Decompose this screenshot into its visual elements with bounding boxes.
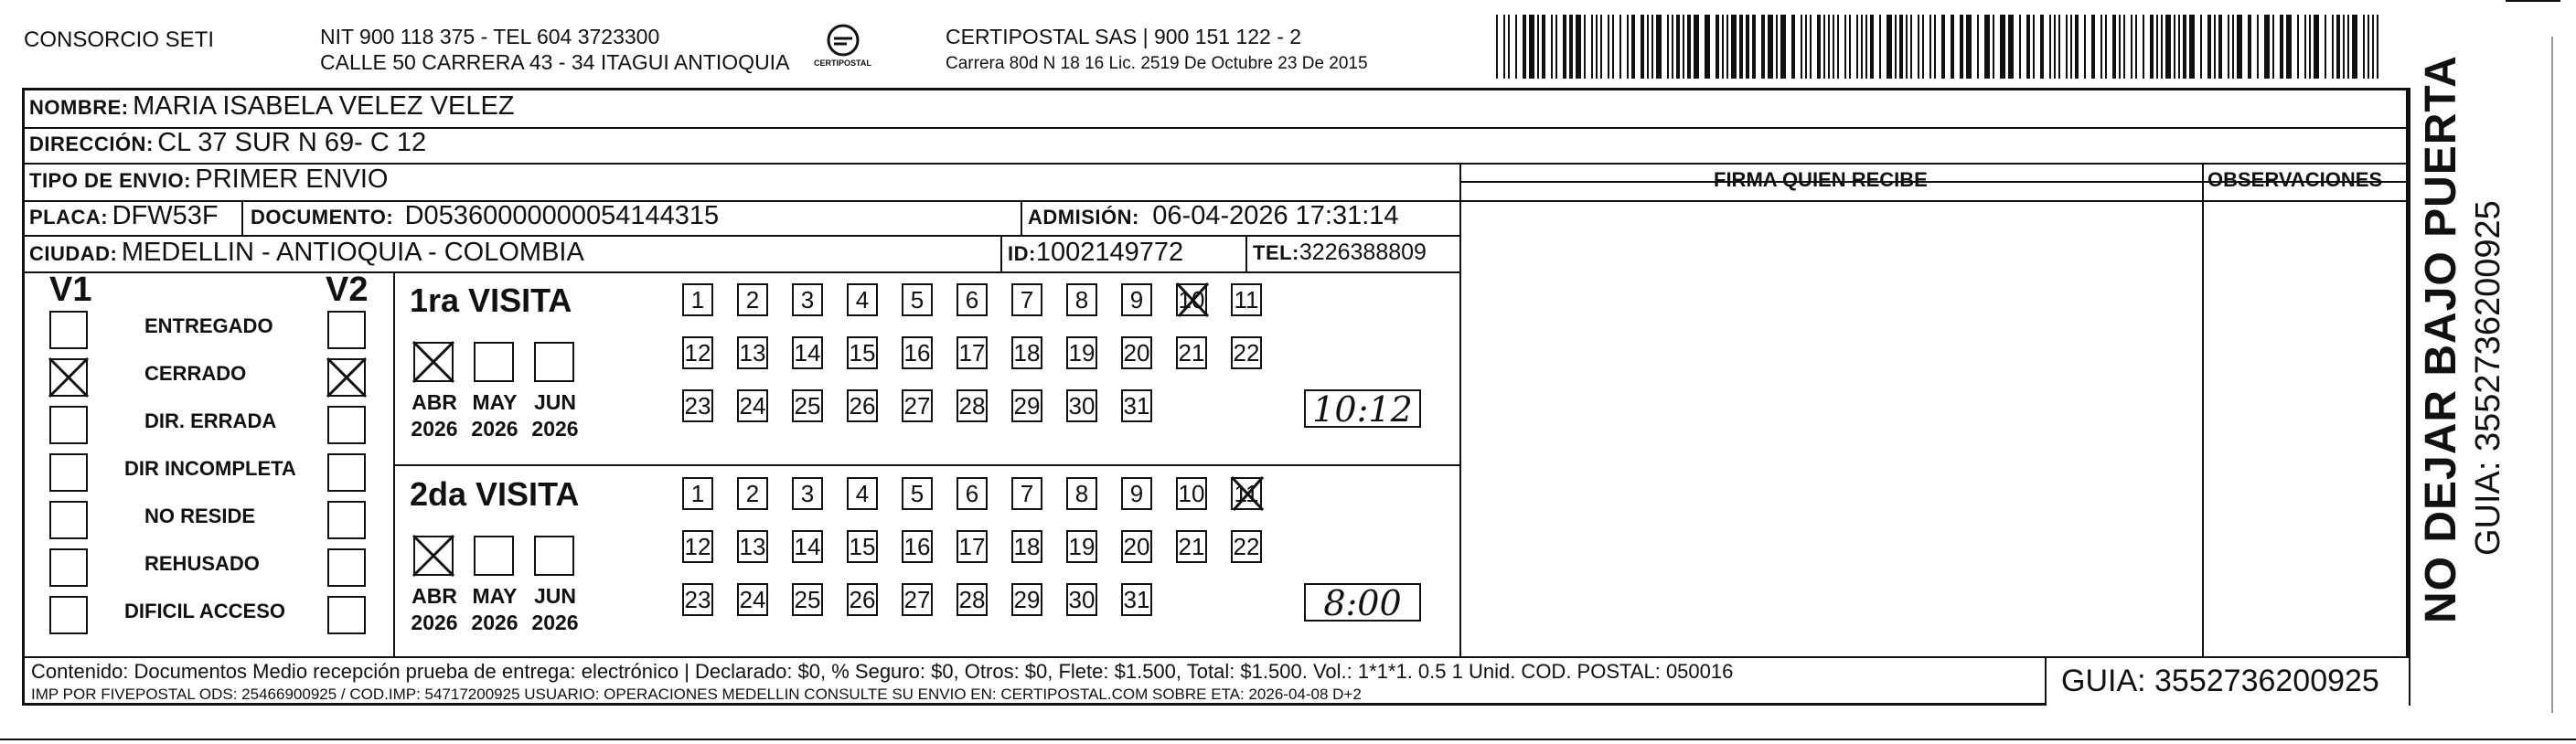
month-label: ABR 2026 bbox=[411, 584, 458, 634]
day-box[interactable]: 12 bbox=[682, 336, 713, 369]
admision-value: 06-04-2026 17:31:14 bbox=[1152, 201, 1399, 230]
barcode-bar bbox=[1776, 15, 1778, 79]
month-label: JUN 2026 bbox=[531, 390, 579, 441]
month-label: ABR 2026 bbox=[411, 390, 458, 441]
barcode-bar bbox=[2286, 15, 2292, 79]
day-box[interactable]: 13 bbox=[737, 336, 768, 369]
col-line bbox=[241, 200, 243, 235]
status-option-label: REHUSADO bbox=[144, 552, 260, 575]
day-box[interactable]: 12 bbox=[682, 530, 713, 563]
day-box[interactable]: 24 bbox=[737, 389, 768, 422]
day-box[interactable]: 21 bbox=[1176, 336, 1207, 369]
v2-checkbox[interactable] bbox=[327, 596, 366, 634]
status-option-label: DIFICIL ACCESO bbox=[124, 600, 286, 622]
day-box[interactable]: 2 bbox=[737, 477, 768, 510]
barcode-bar bbox=[1951, 15, 1954, 79]
v1-checkbox[interactable] bbox=[49, 358, 88, 397]
admision-cell bbox=[1028, 201, 1399, 231]
tel-cell bbox=[1253, 239, 1427, 266]
company-name: CONSORCIO SETI bbox=[24, 27, 215, 52]
nit-line: NIT 900 118 375 - TEL 604 3723300 bbox=[320, 25, 660, 48]
side-divider bbox=[2409, 88, 2410, 706]
barcode-bar bbox=[1515, 15, 1517, 79]
day-box[interactable]: 26 bbox=[847, 389, 878, 422]
day-box[interactable]: 28 bbox=[957, 583, 988, 616]
barcode-bar bbox=[1496, 15, 1498, 79]
barcode-bar bbox=[1631, 15, 1635, 79]
barcode-bar bbox=[1993, 15, 1994, 79]
barcode-bar bbox=[2280, 15, 2283, 79]
day-box[interactable]: 4 bbox=[847, 283, 878, 316]
barcode-bar bbox=[1529, 15, 1534, 79]
nombre-row bbox=[29, 91, 515, 122]
barcode-bar bbox=[2000, 15, 2005, 79]
col-line bbox=[1000, 235, 1002, 271]
barcode-bar bbox=[2325, 15, 2326, 79]
admision-label: ADMISIÓN: bbox=[1028, 206, 1139, 229]
edge-line bbox=[2551, 37, 2553, 713]
day-box[interactable]: 29 bbox=[1011, 389, 1042, 422]
barcode-bar bbox=[2237, 15, 2242, 79]
ciudad-value: MEDELLIN - ANTIOQUIA - COLOMBIA bbox=[121, 238, 584, 267]
barcode-bar bbox=[2368, 15, 2369, 79]
day-box[interactable]: 7 bbox=[1011, 477, 1042, 510]
barcode-bar bbox=[1705, 15, 1710, 79]
barcode-bar bbox=[1879, 15, 1881, 79]
barcode-bar bbox=[2200, 15, 2202, 79]
day-box[interactable]: 30 bbox=[1066, 389, 1097, 422]
barcode-bar bbox=[2207, 15, 2211, 79]
footer-line2: IMP POR FIVEPOSTAL ODS: 25466900925 / COD.IMP: 54717200925 USUARIO: OPERACIONES MEDELLIN CONSULTE SU ENVIO EN: CERTIPOSTAL.COM SOBRE ETA: 2026-04-08 D+2 bbox=[31, 686, 1362, 703]
barcode-bar bbox=[1687, 15, 1691, 79]
status-option-label: DIR INCOMPLETA bbox=[124, 457, 296, 480]
barcode-bar bbox=[2100, 15, 2102, 79]
col-line bbox=[1245, 235, 1247, 271]
barcode-bar bbox=[1647, 15, 1649, 79]
status-option-label: CERRADO bbox=[144, 362, 247, 385]
barcode-bar bbox=[1895, 15, 1897, 79]
barcode-bar bbox=[1791, 15, 1795, 79]
tel-value: 3226388809 bbox=[1299, 239, 1427, 265]
barcode-bar bbox=[1641, 15, 1644, 79]
day-box[interactable]: 3 bbox=[792, 283, 823, 316]
barcode-bar bbox=[1612, 15, 1614, 79]
day-box[interactable]: 16 bbox=[902, 336, 933, 369]
col-line bbox=[1459, 163, 1461, 656]
documento-cell bbox=[251, 201, 719, 231]
barcode-bar bbox=[1934, 15, 1936, 79]
observaciones-label: OBSERVACIONES bbox=[2207, 168, 2383, 191]
barcode-bar bbox=[1810, 15, 1812, 79]
day-box[interactable]: 5 bbox=[902, 477, 933, 510]
barcode-bar bbox=[2363, 15, 2365, 79]
placa-cell bbox=[29, 201, 219, 231]
day-box[interactable]: 6 bbox=[957, 283, 988, 316]
barcode-bar bbox=[1828, 15, 1830, 79]
certipostal-line: CERTIPOSTAL SAS | 900 151 122 - 2 bbox=[946, 25, 1302, 48]
barcode-bar bbox=[2343, 15, 2345, 79]
barcode-bar bbox=[2183, 15, 2186, 79]
barcode-bar bbox=[1837, 15, 1839, 79]
day-box[interactable]: 2 bbox=[737, 283, 768, 316]
barcode-bar bbox=[1584, 15, 1586, 79]
documento-value: D05360000000054144315 bbox=[404, 201, 720, 230]
day-box[interactable]: 9 bbox=[1121, 477, 1152, 510]
barcode-bar bbox=[1910, 15, 1912, 79]
barcode-bar bbox=[1966, 15, 1972, 79]
v2-checkbox[interactable] bbox=[327, 453, 366, 492]
barcode-bar bbox=[2214, 15, 2216, 79]
day-box[interactable]: 19 bbox=[1066, 336, 1097, 369]
barcode-bar bbox=[1977, 15, 1979, 79]
barcode-bar bbox=[1683, 15, 1684, 79]
day-box[interactable]: 26 bbox=[847, 583, 878, 616]
barcode-bar bbox=[1726, 15, 1728, 79]
barcode-bar bbox=[2049, 15, 2051, 79]
day-box[interactable]: 3 bbox=[792, 477, 823, 510]
direccion-row bbox=[29, 128, 426, 158]
barcode-bar bbox=[2228, 15, 2229, 79]
handwritten-time: 10:12 bbox=[1304, 389, 1421, 428]
day-box[interactable]: 15 bbox=[847, 336, 878, 369]
barcode-bar bbox=[1716, 15, 1719, 79]
day-box[interactable]: 30 bbox=[1066, 583, 1097, 616]
v1-checkbox[interactable] bbox=[49, 501, 88, 539]
barcode-bar bbox=[2377, 15, 2378, 79]
day-box[interactable]: 22 bbox=[1231, 530, 1262, 563]
barcode-bar bbox=[2297, 15, 2299, 79]
visit-title: 2da VISITA bbox=[410, 475, 580, 513]
day-box[interactable]: 20 bbox=[1121, 336, 1152, 369]
day-box[interactable]: 18 bbox=[1011, 530, 1042, 563]
month-label: JUN 2026 bbox=[531, 584, 579, 634]
id-cell bbox=[1008, 238, 1183, 268]
day-box[interactable]: 31 bbox=[1121, 389, 1152, 422]
visit-divider bbox=[393, 464, 1459, 466]
day-box[interactable]: 14 bbox=[792, 530, 823, 563]
barcode-bar bbox=[1591, 15, 1593, 79]
barcode-bar bbox=[1619, 15, 1621, 79]
v2-checkbox[interactable] bbox=[327, 406, 366, 444]
barcode-bar bbox=[1503, 15, 1505, 79]
day-box[interactable]: 9 bbox=[1121, 283, 1152, 316]
day-box[interactable]: 15 bbox=[847, 530, 878, 563]
month-label: MAY 2026 bbox=[471, 390, 518, 441]
barcode-bar bbox=[2248, 15, 2251, 79]
handwritten-time: 8:00 bbox=[1304, 583, 1421, 622]
placa-label: PLACA: bbox=[29, 206, 109, 229]
barcode-bar bbox=[1780, 15, 1786, 79]
barcode-bar bbox=[2054, 15, 2056, 79]
barcode-bar bbox=[1627, 15, 1629, 79]
v1-checkbox[interactable] bbox=[49, 406, 88, 444]
day-box[interactable]: 14 bbox=[792, 336, 823, 369]
v1-label: V1 bbox=[49, 271, 92, 309]
barcode-bar bbox=[2332, 15, 2334, 79]
license-line: Carrera 80d N 18 16 Lic. 2519 De Octubre 23 De 2015 bbox=[946, 54, 1368, 73]
month-checkbox[interactable] bbox=[534, 342, 574, 382]
v2-checkbox[interactable] bbox=[327, 311, 366, 349]
status-option-label: NO RESIDE bbox=[144, 505, 256, 527]
month-label: MAY 2026 bbox=[471, 584, 518, 634]
barcode-bar bbox=[2174, 15, 2175, 79]
barcode-bar bbox=[1651, 15, 1653, 79]
barcode-bar bbox=[1833, 15, 1834, 79]
barcode-bar bbox=[1608, 15, 1609, 79]
day-box[interactable]: 1 bbox=[682, 477, 713, 510]
day-box[interactable]: 23 bbox=[682, 389, 713, 422]
barcode-bar bbox=[1537, 15, 1539, 79]
barcode-bar bbox=[2150, 15, 2154, 79]
tel-label: TEL: bbox=[1253, 241, 1299, 264]
guia-box-text: GUIA: 3552736200925 bbox=[2061, 664, 2379, 698]
side-guia: GUIA: 3552736200925 bbox=[2469, 200, 2507, 556]
nombre-value: MARIA ISABELA VELEZ VELEZ bbox=[133, 91, 515, 121]
barcode-bar bbox=[1801, 15, 1802, 79]
day-box[interactable]: 16 bbox=[902, 530, 933, 563]
day-box[interactable]: 10 bbox=[1176, 477, 1207, 510]
barcode-bar bbox=[2033, 15, 2035, 79]
logo-text: CERTIPOSTAL bbox=[814, 58, 871, 68]
barcode-bar bbox=[1569, 15, 1573, 79]
no-dejar-bajo-puerta: NO DEJAR BAJO PUERTA bbox=[2417, 55, 2465, 623]
tipo-row bbox=[29, 165, 388, 195]
barcode-bar bbox=[2058, 15, 2060, 79]
barcode-bar bbox=[1752, 15, 1756, 79]
v1-checkbox[interactable] bbox=[49, 453, 88, 492]
barcode-bar bbox=[1823, 15, 1825, 79]
day-box[interactable]: 8 bbox=[1066, 477, 1097, 510]
barcode-bar bbox=[2040, 15, 2044, 79]
barcode-bar bbox=[2156, 15, 2158, 79]
day-box[interactable]: 1 bbox=[682, 283, 713, 316]
month-checkbox[interactable] bbox=[413, 536, 454, 576]
barcode-bar bbox=[2336, 15, 2340, 79]
barcode-bar bbox=[2372, 15, 2374, 79]
day-box[interactable]: 20 bbox=[1121, 530, 1152, 563]
barcode-bar bbox=[2347, 15, 2349, 79]
barcode-bar bbox=[2143, 15, 2144, 79]
barcode-bar bbox=[1960, 15, 1963, 79]
barcode-bar bbox=[1523, 15, 1526, 79]
barcode-bar bbox=[1667, 15, 1669, 79]
barcode-bar bbox=[1576, 15, 1581, 79]
barcode-bar bbox=[1761, 15, 1765, 79]
v1-checkbox[interactable] bbox=[49, 548, 88, 587]
barcode-bar bbox=[2008, 15, 2014, 79]
v1-checkbox[interactable] bbox=[49, 311, 88, 349]
barcode-bar bbox=[1941, 15, 1945, 79]
barcode-bar bbox=[1542, 15, 1545, 79]
bottom-edge bbox=[0, 739, 2576, 740]
barcode-bar bbox=[2131, 15, 2132, 79]
barcode-bar bbox=[1731, 15, 1737, 79]
direccion-label: DIRECCIÓN: bbox=[29, 133, 154, 155]
day-box[interactable]: 22 bbox=[1231, 336, 1262, 369]
barcode-bar bbox=[1672, 15, 1673, 79]
month-checkbox[interactable] bbox=[474, 536, 514, 576]
status-option-label: ENTREGADO bbox=[144, 314, 273, 337]
day-box[interactable]: 19 bbox=[1066, 530, 1097, 563]
v2-checkbox[interactable] bbox=[327, 548, 366, 587]
barcode-bar bbox=[1865, 15, 1867, 79]
barcode-bar bbox=[1563, 15, 1566, 79]
day-box[interactable]: 21 bbox=[1176, 530, 1207, 563]
v1-checkbox[interactable] bbox=[49, 596, 88, 634]
ciudad-label: CIUDAD: bbox=[29, 242, 118, 265]
day-box[interactable]: 10 bbox=[1176, 283, 1207, 316]
tipo-label: TIPO DE ENVIO: bbox=[29, 169, 191, 192]
barcode-bar bbox=[1844, 15, 1846, 79]
barcode bbox=[1496, 15, 2385, 79]
day-box[interactable]: 7 bbox=[1011, 283, 1042, 316]
barcode-bar bbox=[2257, 15, 2259, 79]
barcode-bar bbox=[1899, 15, 1903, 79]
day-box[interactable]: 27 bbox=[902, 389, 933, 422]
nombre-label: NOMBRE: bbox=[29, 96, 129, 119]
barcode-bar bbox=[2232, 15, 2234, 79]
barcode-bar bbox=[1887, 15, 1892, 79]
address-line: CALLE 50 CARRERA 43 - 34 ITAGUI ANTIOQUIA bbox=[320, 50, 790, 74]
day-box[interactable]: 23 bbox=[682, 583, 713, 616]
barcode-bar bbox=[2019, 15, 2021, 79]
barcode-bar bbox=[1694, 15, 1699, 79]
v2-label: V2 bbox=[326, 271, 369, 309]
barcode-bar bbox=[1768, 15, 1773, 79]
month-checkbox[interactable] bbox=[474, 342, 514, 382]
ciudad-row bbox=[29, 238, 584, 268]
barcode-bar bbox=[2165, 15, 2171, 79]
month-checkbox[interactable] bbox=[413, 342, 454, 382]
barcode-bar bbox=[2135, 15, 2137, 79]
barcode-bar bbox=[2189, 15, 2195, 79]
footer-line1: Contenido: Documentos Medio recepción prueba de entrega: electrónico | Declarado: $0, % Seguro: $0, Otros: $0, Flete: $1.500, Total: $1.500. Vol.: 1*1*1. 0.5 1 Unid. COD. POSTAL: 050016 bbox=[31, 660, 1734, 683]
col-line bbox=[1021, 200, 1022, 235]
barcode-bar bbox=[2218, 15, 2222, 79]
barcode-bar bbox=[1918, 15, 1919, 79]
barcode-bar bbox=[2119, 15, 2121, 79]
barcode-bar bbox=[1656, 15, 1662, 79]
day-box[interactable]: 11 bbox=[1231, 477, 1262, 510]
barcode-bar bbox=[2309, 15, 2311, 79]
day-box[interactable]: 25 bbox=[792, 389, 823, 422]
barcode-bar bbox=[2123, 15, 2125, 79]
barcode-bar bbox=[1805, 15, 1807, 79]
day-box[interactable]: 24 bbox=[737, 583, 768, 616]
status-option-label: DIR. ERRADA bbox=[144, 409, 277, 432]
barcode-bar bbox=[2066, 15, 2068, 79]
day-box[interactable]: 5 bbox=[902, 283, 933, 316]
id-label: ID: bbox=[1008, 242, 1036, 265]
day-box[interactable]: 31 bbox=[1121, 583, 1152, 616]
barcode-bar bbox=[2178, 15, 2180, 79]
day-box[interactable]: 17 bbox=[957, 336, 988, 369]
v2-checkbox[interactable] bbox=[327, 358, 366, 397]
day-box[interactable]: 17 bbox=[957, 530, 988, 563]
day-box[interactable]: 27 bbox=[902, 583, 933, 616]
barcode-bar bbox=[1984, 15, 1990, 79]
barcode-bar bbox=[2075, 15, 2079, 79]
barcode-bar bbox=[1817, 15, 1821, 79]
barcode-bar bbox=[1746, 15, 1749, 79]
barcode-bar bbox=[2026, 15, 2030, 79]
barcode-bar bbox=[2304, 15, 2306, 79]
barcode-bar bbox=[1870, 15, 1874, 79]
day-box[interactable]: 4 bbox=[847, 477, 878, 510]
barcode-bar bbox=[1856, 15, 1858, 79]
day-box[interactable]: 18 bbox=[1011, 336, 1042, 369]
barcode-bar bbox=[2091, 15, 2095, 79]
barcode-bar bbox=[2161, 15, 2163, 79]
row-line bbox=[22, 271, 1461, 273]
barcode-bar bbox=[2105, 15, 2107, 79]
id-value: 1002149772 bbox=[1035, 238, 1184, 267]
barcode-bar bbox=[1551, 15, 1553, 79]
barcode-bar bbox=[1861, 15, 1863, 79]
barcode-bar bbox=[1906, 15, 1908, 79]
barcode-bar bbox=[2272, 15, 2274, 79]
barcode-bar bbox=[1600, 15, 1602, 79]
month-checkbox[interactable] bbox=[534, 536, 574, 576]
tipo-value: PRIMER ENVIO bbox=[195, 165, 389, 194]
barcode-bar bbox=[1739, 15, 1743, 79]
barcode-bar bbox=[1929, 15, 1931, 79]
certipostal-logo bbox=[814, 22, 871, 75]
day-box[interactable]: 25 bbox=[792, 583, 823, 616]
barcode-bar bbox=[1922, 15, 1924, 79]
day-box[interactable]: 28 bbox=[957, 389, 988, 422]
barcode-bar bbox=[2264, 15, 2270, 79]
barcode-bar bbox=[1555, 15, 1557, 79]
day-box[interactable]: 13 bbox=[737, 530, 768, 563]
visit-title: 1ra VISITA bbox=[410, 282, 572, 319]
barcode-bar bbox=[1722, 15, 1724, 79]
barcode-bar bbox=[1849, 15, 1851, 79]
day-box[interactable]: 8 bbox=[1066, 283, 1097, 316]
documento-label: DOCUMENTO: bbox=[251, 206, 394, 229]
day-box[interactable]: 11 bbox=[1231, 283, 1262, 316]
day-box[interactable]: 29 bbox=[1011, 583, 1042, 616]
barcode-bar bbox=[2084, 15, 2086, 79]
barcode-bar bbox=[2352, 15, 2357, 79]
day-box[interactable]: 6 bbox=[957, 477, 988, 510]
barcode-bar bbox=[2070, 15, 2072, 79]
barcode-bar bbox=[1676, 15, 1680, 79]
barcode-bar bbox=[2314, 15, 2319, 79]
barcode-bar bbox=[2112, 15, 2116, 79]
edge-mark bbox=[2506, 0, 2560, 4]
barcode-bar bbox=[1508, 15, 1510, 79]
placa-value: DFW53F bbox=[112, 201, 219, 230]
direccion-value: CL 37 SUR N 69- C 12 bbox=[157, 128, 427, 157]
firma-label: FIRMA QUIEN RECIBE bbox=[1714, 168, 1928, 191]
col-line bbox=[2202, 163, 2204, 656]
barcode-bar bbox=[1596, 15, 1598, 79]
v2-checkbox[interactable] bbox=[327, 501, 366, 539]
